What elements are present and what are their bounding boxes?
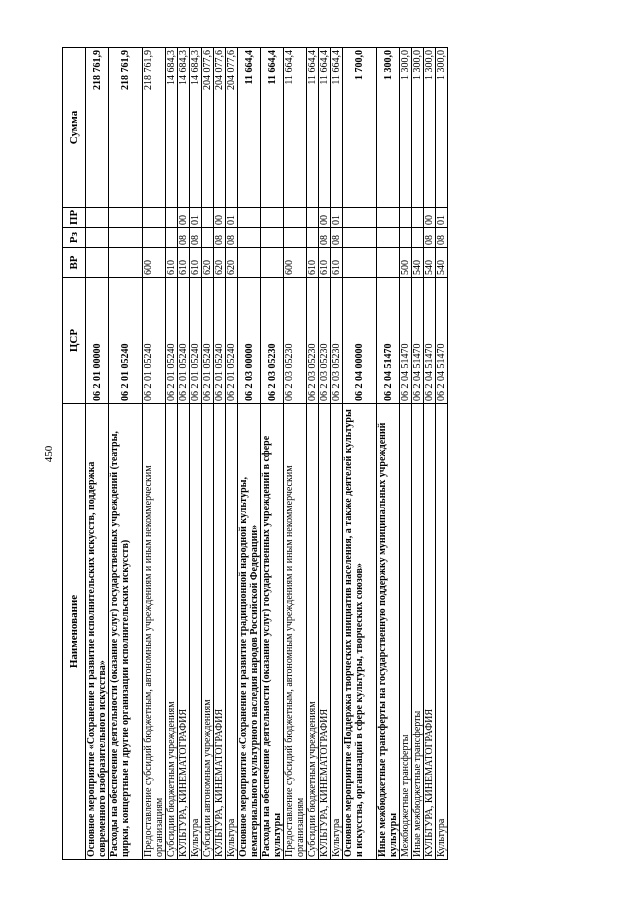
cell-pr bbox=[238, 208, 261, 228]
cell-pr bbox=[202, 208, 214, 228]
cell-csr: 06 2 04 51470 bbox=[412, 278, 424, 404]
cell-name: Субсидии бюджетным учреждениям bbox=[166, 404, 178, 860]
cell-csr: 06 2 01 05240 bbox=[178, 278, 190, 404]
cell-vr: 610 bbox=[190, 248, 202, 278]
cell-rz bbox=[261, 228, 284, 248]
table-row bbox=[377, 48, 400, 860]
cell-name: Культура bbox=[331, 404, 343, 860]
header-rz: Рз bbox=[63, 228, 86, 248]
cell-name: Основное мероприятие «Сохранение и развитие традиционной народной культуры, нематериального культурного наследия народов Российской Федерации» bbox=[238, 404, 261, 860]
header-name: Наименование bbox=[63, 404, 86, 860]
cell-name: КУЛЬТУРА, КИНЕМАТОГРАФИЯ bbox=[214, 404, 226, 860]
table-row bbox=[331, 48, 343, 860]
table-row bbox=[261, 48, 284, 860]
page-number: 450 bbox=[43, 445, 55, 463]
cell-vr: 540 bbox=[436, 248, 448, 278]
cell-sum: 11 664,4 bbox=[261, 48, 284, 208]
cell-vr: 610 bbox=[331, 248, 343, 278]
cell-csr: 06 2 01 05240 bbox=[226, 278, 238, 404]
cell-csr: 06 2 04 00000 bbox=[343, 278, 377, 404]
cell-rz: 08 bbox=[331, 228, 343, 248]
cell-csr: 06 2 04 51470 bbox=[377, 278, 400, 404]
cell-name: Межбюджетные трансферты bbox=[400, 404, 412, 860]
header-pr: ПР bbox=[63, 208, 86, 228]
table-row bbox=[178, 48, 190, 860]
cell-rz: 08 bbox=[178, 228, 190, 248]
cell-rz bbox=[412, 228, 424, 248]
cell-vr: 610 bbox=[307, 248, 319, 278]
table-row bbox=[109, 48, 143, 860]
cell-name: Культура bbox=[436, 404, 448, 860]
cell-sum: 11 664,4 bbox=[284, 48, 307, 208]
cell-rz bbox=[166, 228, 178, 248]
cell-name: Предоставление субсидий бюджетным, автономным учреждениям и иным некоммерческим организациям bbox=[143, 404, 166, 860]
cell-pr bbox=[166, 208, 178, 228]
cell-csr: 06 2 01 05240 bbox=[214, 278, 226, 404]
cell-pr bbox=[143, 208, 166, 228]
cell-pr: 01 bbox=[331, 208, 343, 228]
cell-sum: 204 077,6 bbox=[214, 48, 226, 208]
header-csr: ЦСР bbox=[63, 278, 86, 404]
cell-vr: 610 bbox=[319, 248, 331, 278]
cell-rz: 08 bbox=[424, 228, 436, 248]
cell-vr bbox=[238, 248, 261, 278]
cell-pr bbox=[261, 208, 284, 228]
cell-sum: 1 300,0 bbox=[436, 48, 448, 208]
table-row bbox=[284, 48, 307, 860]
cell-csr: 06 2 04 51470 bbox=[400, 278, 412, 404]
cell-pr: 00 bbox=[178, 208, 190, 228]
cell-rz bbox=[143, 228, 166, 248]
cell-vr: 610 bbox=[178, 248, 190, 278]
cell-name: Расходы на обеспечение деятельности (оказание услуг) государственных учреждений в сфере культуры bbox=[261, 404, 284, 860]
cell-vr bbox=[109, 248, 143, 278]
cell-rz: 08 bbox=[214, 228, 226, 248]
table-row bbox=[343, 48, 377, 860]
table-row bbox=[190, 48, 202, 860]
cell-csr: 06 2 03 00000 bbox=[238, 278, 261, 404]
cell-vr bbox=[261, 248, 284, 278]
cell-rz: 08 bbox=[226, 228, 238, 248]
cell-sum: 1 700,0 bbox=[343, 48, 377, 208]
cell-name: Иные межбюджетные трансферты на государственную поддержку муниципальных учреждений культуры bbox=[377, 404, 400, 860]
table-row bbox=[143, 48, 166, 860]
cell-sum: 1 300,0 bbox=[400, 48, 412, 208]
cell-vr: 620 bbox=[214, 248, 226, 278]
cell-name: Культура bbox=[190, 404, 202, 860]
cell-csr: 06 2 04 51470 bbox=[424, 278, 436, 404]
cell-rz bbox=[109, 228, 143, 248]
cell-sum: 204 077,6 bbox=[226, 48, 238, 208]
cell-sum: 14 684,3 bbox=[190, 48, 202, 208]
cell-sum: 1 300,0 bbox=[412, 48, 424, 208]
cell-rz: 08 bbox=[190, 228, 202, 248]
cell-name: Культура bbox=[226, 404, 238, 860]
table-row bbox=[424, 48, 436, 860]
cell-vr bbox=[377, 248, 400, 278]
cell-csr: 06 2 03 05230 bbox=[331, 278, 343, 404]
cell-pr: 00 bbox=[319, 208, 331, 228]
cell-rz bbox=[86, 228, 109, 248]
cell-vr bbox=[86, 248, 109, 278]
cell-rz bbox=[284, 228, 307, 248]
cell-sum: 1 300,0 bbox=[424, 48, 436, 208]
cell-name: КУЛЬТУРА, КИНЕМАТОГРАФИЯ bbox=[319, 404, 331, 860]
table-row bbox=[166, 48, 178, 860]
header-sum: Сумма bbox=[63, 48, 86, 208]
cell-sum: 11 664,4 bbox=[238, 48, 261, 208]
rotated-table-container bbox=[62, 48, 592, 860]
cell-vr: 600 bbox=[143, 248, 166, 278]
cell-vr bbox=[343, 248, 377, 278]
cell-csr: 06 2 01 00000 bbox=[86, 278, 109, 404]
cell-sum: 11 664,4 bbox=[331, 48, 343, 208]
cell-pr bbox=[86, 208, 109, 228]
cell-pr bbox=[412, 208, 424, 228]
cell-rz bbox=[202, 228, 214, 248]
cell-sum: 218 761,9 bbox=[86, 48, 109, 208]
cell-rz bbox=[377, 228, 400, 248]
cell-pr bbox=[400, 208, 412, 228]
cell-rz: 08 bbox=[436, 228, 448, 248]
table-body bbox=[86, 48, 448, 860]
cell-sum: 204 077,6 bbox=[202, 48, 214, 208]
cell-csr: 06 2 01 05240 bbox=[166, 278, 178, 404]
table-row bbox=[412, 48, 424, 860]
cell-pr bbox=[307, 208, 319, 228]
table-row bbox=[400, 48, 412, 860]
cell-rz bbox=[400, 228, 412, 248]
table-row bbox=[86, 48, 109, 860]
cell-csr: 06 2 01 05240 bbox=[190, 278, 202, 404]
cell-csr: 06 2 03 05230 bbox=[261, 278, 284, 404]
cell-sum: 218 761,9 bbox=[143, 48, 166, 208]
cell-rz bbox=[343, 228, 377, 248]
table-row bbox=[226, 48, 238, 860]
cell-rz bbox=[238, 228, 261, 248]
cell-csr: 06 2 03 05230 bbox=[307, 278, 319, 404]
cell-csr: 06 2 01 05240 bbox=[109, 278, 143, 404]
cell-sum: 14 684,3 bbox=[166, 48, 178, 208]
cell-vr: 500 bbox=[400, 248, 412, 278]
cell-csr: 06 2 03 05230 bbox=[284, 278, 307, 404]
cell-pr: 01 bbox=[190, 208, 202, 228]
cell-name: Основное мероприятие «Сохранение и развитие исполнительских искусств, поддержка современного изобразительного искусства» bbox=[86, 404, 109, 860]
cell-name: КУЛЬТУРА, КИНЕМАТОГРАФИЯ bbox=[178, 404, 190, 860]
cell-vr: 540 bbox=[412, 248, 424, 278]
cell-pr bbox=[343, 208, 377, 228]
cell-pr: 00 bbox=[424, 208, 436, 228]
cell-name: Предоставление субсидий бюджетным, автономным учреждениям и иным некоммерческим организациям bbox=[284, 404, 307, 860]
cell-name: Субсидии бюджетным учреждениям bbox=[307, 404, 319, 860]
cell-vr: 600 bbox=[284, 248, 307, 278]
cell-pr bbox=[284, 208, 307, 228]
cell-vr: 540 bbox=[424, 248, 436, 278]
cell-vr: 620 bbox=[202, 248, 214, 278]
cell-name: КУЛЬТУРА, КИНЕМАТОГРАФИЯ bbox=[424, 404, 436, 860]
cell-sum: 11 664,4 bbox=[319, 48, 331, 208]
cell-sum: 11 664,4 bbox=[307, 48, 319, 208]
cell-pr: 01 bbox=[226, 208, 238, 228]
cell-name: Субсидии автономным учреждениям bbox=[202, 404, 214, 860]
cell-vr: 620 bbox=[226, 248, 238, 278]
table-header-row bbox=[63, 48, 86, 860]
cell-sum: 1 300,0 bbox=[377, 48, 400, 208]
cell-csr: 06 2 01 05240 bbox=[202, 278, 214, 404]
budget-table bbox=[62, 47, 448, 860]
cell-sum: 218 761,9 bbox=[109, 48, 143, 208]
cell-pr bbox=[377, 208, 400, 228]
table-row bbox=[307, 48, 319, 860]
cell-sum: 14 684,3 bbox=[178, 48, 190, 208]
cell-name: Расходы на обеспечение деятельности (оказание услуг) государственных учреждений (театры, цирки, концертные и другие организации исполнительских искусств) bbox=[109, 404, 143, 860]
cell-csr: 06 2 01 05240 bbox=[143, 278, 166, 404]
cell-pr bbox=[109, 208, 143, 228]
cell-pr: 01 bbox=[436, 208, 448, 228]
cell-rz bbox=[307, 228, 319, 248]
cell-csr: 06 2 03 05230 bbox=[319, 278, 331, 404]
cell-rz: 08 bbox=[319, 228, 331, 248]
table-row bbox=[319, 48, 331, 860]
table-row bbox=[436, 48, 448, 860]
cell-name: Иные межбюджетные трансферты bbox=[412, 404, 424, 860]
table-row bbox=[214, 48, 226, 860]
cell-pr: 00 bbox=[214, 208, 226, 228]
table-row bbox=[238, 48, 261, 860]
cell-vr: 610 bbox=[166, 248, 178, 278]
header-vr: ВР bbox=[63, 248, 86, 278]
cell-name: Основное мероприятие «Поддержка творческих инициатив населения, а также деятелей культуры и искусства, организаций в сфере культуры, творческих союзов» bbox=[343, 404, 377, 860]
table-row bbox=[202, 48, 214, 860]
cell-csr: 06 2 04 51470 bbox=[436, 278, 448, 404]
